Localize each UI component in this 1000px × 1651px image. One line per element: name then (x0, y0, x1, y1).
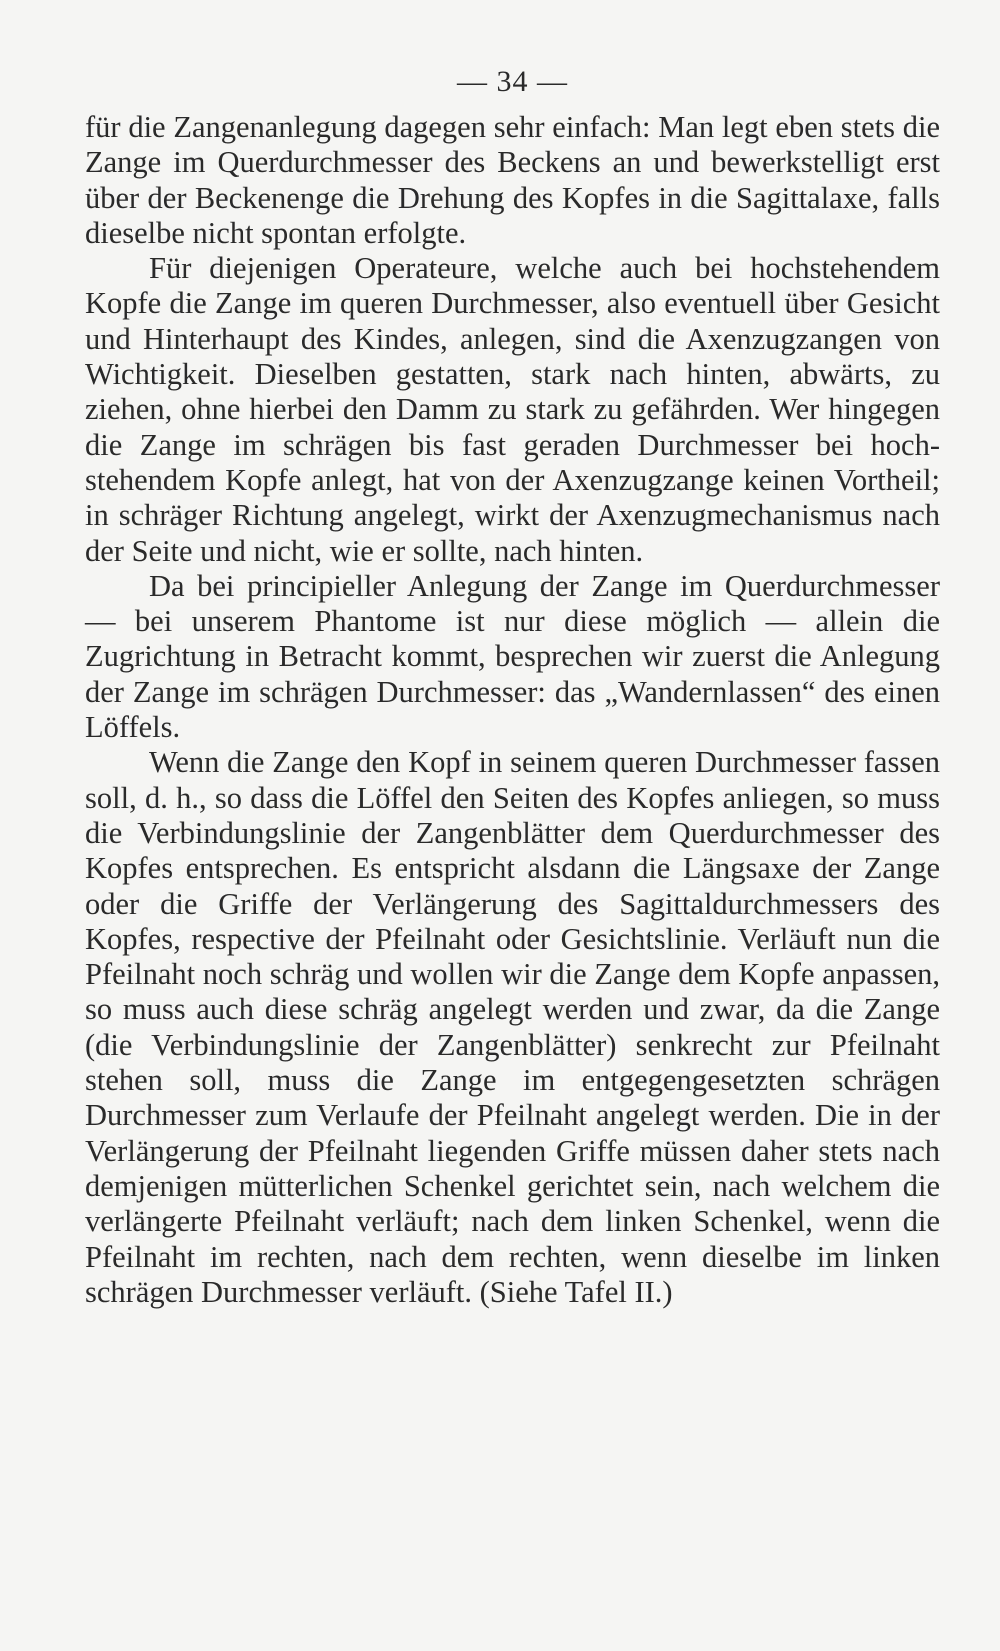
page-number: — 34 — (457, 65, 568, 98)
body-text (85, 110, 940, 1310)
paragraph-2: Für diejenigen Operateure, welche auch bei hochstehendem Kopfe die Zange im queren Durchmesser, also eventuell über Gesicht und Hinterhaupt des Kindes, anlegen, sind die Axenzugzangen von Wichtigkeit. Dieselben gestatten, stark nach hinten, abwärts, zu ziehen, ohne hierbei den Damm zu stark zu gefährden. Wer hingegen die Zange im schrägen bis fast geraden Durchmesser bei hochstehendem Kopfe anlegt, hat von der Axenzugzange keinen Vortheil; in schräger Richtung angelegt, wirkt der Axenzugmechanismus nach der Seite und nicht, wie er sollte, nach hinten. (85, 251, 940, 568)
paragraph-1: für die Zangenanlegung dagegen sehr einfach: Man legt eben stets die Zange im Querdurchmesser des Beckens an und bewerkstelligt erst über der Beckenenge die Drehung des Kopfes in die Sagittalaxe, falls dieselbe nicht spontan erfolgte. (85, 110, 940, 250)
paragraph-4: Wenn die Zange den Kopf in seinem queren Durchmesser fassen soll, d. h., so dass die Löffel den Seiten des Kopfes anliegen, so muss die Verbindungslinie der Zangenblätter dem Querdurchmesser des Kopfes entsprechen. Es entspricht alsdann die Längsaxe der Zange oder die Griffe der Verlängerung des Sagittaldurchmessers des Kopfes, respective der Pfeilnaht oder Gesichtslinie. Verläuft nun die Pfeilnaht noch schräg und wollen wir die Zange dem Kopfe anpassen, so muss auch diese schräg angelegt werden und zwar, da die Zange (die Verbindungslinie der Zangenblätter) senkrecht zur Pfeilnaht stehen soll, muss die Zange im entgegengesetzten schrägen Durchmesser zum Verlaufe der Pfeilnaht angelegt werden. Die in der Verlängerung der Pfeilnaht liegenden Griffe müssen daher stets nach demjenigen mütterlichen Schenkel gerichtet sein, nach welchem die verlängerte Pfeilnaht verläuft; nach dem linken Schenkel, wenn die Pfeilnaht im rechten, nach dem rechten, wenn dieselbe im linken schrägen Durchmesser verläuft. (Siehe Tafel II.) (85, 745, 940, 1309)
paragraph-3: Da bei principieller Anlegung der Zange im Querdurchmesser — bei unserem Phantome ist nur diese möglich — allein die Zugrichtung in Betracht kommt, besprechen wir zuerst die Anlegung der Zange im schrägen Durchmesser: das „Wandernlassen“ des einen Löffels. (85, 568, 940, 745)
